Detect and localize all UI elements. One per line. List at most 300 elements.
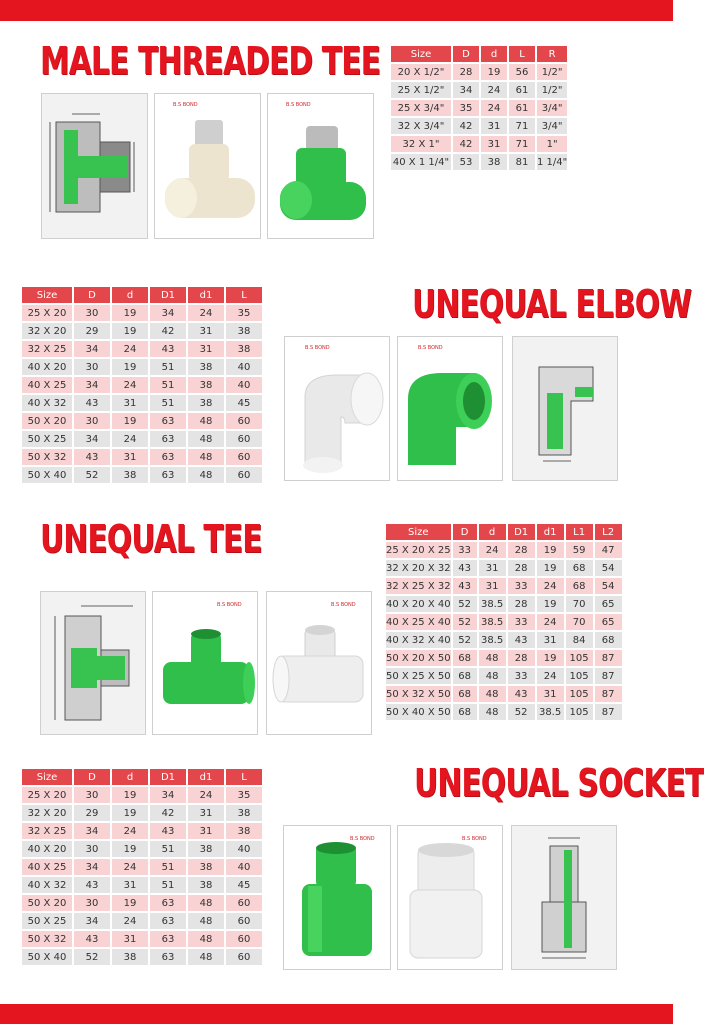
table-cell: 70 (566, 596, 593, 612)
table-cell: 33 (453, 542, 477, 558)
table-cell: 32 X 1" (391, 136, 451, 152)
header-cell: L (509, 46, 535, 62)
table-cell: 25 X 20 (22, 787, 72, 803)
table-row (386, 578, 622, 594)
table-cell: 65 (595, 614, 622, 630)
table-cell: 63 (150, 449, 186, 465)
unequal-tee-diagram (40, 591, 146, 735)
table-cell: 63 (150, 931, 186, 947)
table-cell: 31 (188, 341, 224, 357)
table-cell: 30 (74, 305, 110, 321)
table-cell: 38 (226, 823, 262, 839)
table-cell: 33 (508, 578, 535, 594)
table-cell: 40 (226, 841, 262, 857)
brand-logo: B.S BOND (286, 102, 311, 108)
header-cell: d1 (188, 769, 224, 785)
table-cell: 34 (453, 82, 479, 98)
table-cell: 68 (453, 704, 477, 720)
table-cell: 24 (112, 859, 148, 875)
table-row (391, 118, 567, 134)
table-cell: 43 (150, 823, 186, 839)
table-cell: 34 (74, 431, 110, 447)
table-cell: 28 (508, 650, 535, 666)
table-row (386, 650, 622, 666)
table-cell: 24 (112, 341, 148, 357)
table-cell: 84 (566, 632, 593, 648)
table-row (22, 805, 262, 821)
table-row (386, 704, 622, 720)
table-cell: 40 (226, 359, 262, 375)
table-cell: 31 (479, 578, 506, 594)
table-cell: 43 (508, 686, 535, 702)
table-row (22, 341, 262, 357)
table-cell: 51 (150, 377, 186, 393)
table-row (22, 377, 262, 393)
table-cell: 32 X 25 (22, 823, 72, 839)
table-cell: 38 (112, 949, 148, 965)
table-cell: 38.5 (479, 632, 506, 648)
table-cell: 60 (226, 895, 262, 911)
table-cell: 31 (481, 118, 507, 134)
table-cell: 31 (188, 823, 224, 839)
header-cell: d (112, 287, 148, 303)
table-row (22, 413, 262, 429)
table-cell: 48 (188, 467, 224, 483)
table-cell: 31 (112, 931, 148, 947)
table-cell: 32 X 20 (22, 323, 72, 339)
unequal-tee-white-photo (266, 591, 372, 735)
table-cell: 50 X 20 X 50 (386, 650, 451, 666)
table-cell: 61 (509, 100, 535, 116)
table-cell: 34 (74, 341, 110, 357)
header-cell: R (537, 46, 567, 62)
table-row (22, 395, 262, 411)
header-cell: D (453, 524, 477, 540)
table-cell: 51 (150, 841, 186, 857)
table-cell: 81 (509, 154, 535, 170)
table-cell: 19 (537, 542, 564, 558)
table-cell: 52 (74, 467, 110, 483)
table-cell: 60 (226, 949, 262, 965)
table-cell: 48 (188, 431, 224, 447)
header-cell: L (226, 287, 262, 303)
table-cell: 105 (566, 686, 593, 702)
table-cell: 33 (508, 614, 535, 630)
table-cell: 38 (112, 467, 148, 483)
male-threaded-tee-cream-photo (154, 93, 261, 239)
table-cell: 87 (595, 704, 622, 720)
table-header-row (391, 46, 567, 62)
table-row (22, 823, 262, 839)
table-cell: 105 (566, 668, 593, 684)
table-row (22, 431, 262, 447)
table-cell: 48 (188, 413, 224, 429)
table-cell: 1/2" (537, 82, 567, 98)
table-cell: 68 (595, 632, 622, 648)
table-cell: 34 (150, 787, 186, 803)
table-cell: 3/4" (537, 118, 567, 134)
table-cell: 50 X 40 (22, 949, 72, 965)
header-cell: L (226, 769, 262, 785)
table-cell: 43 (74, 931, 110, 947)
table-cell: 51 (150, 359, 186, 375)
table-row (22, 787, 262, 803)
unequal-elbow-table (20, 285, 264, 485)
unequal-elbow-diagram (512, 336, 618, 481)
table-cell: 52 (453, 596, 477, 612)
table-row (386, 596, 622, 612)
table-row (386, 668, 622, 684)
table-cell: 52 (453, 632, 477, 648)
table-cell: 63 (150, 895, 186, 911)
table-cell: 51 (150, 395, 186, 411)
table-cell: 25 X 1/2" (391, 82, 451, 98)
table-cell: 60 (226, 431, 262, 447)
table-cell: 45 (226, 877, 262, 893)
table-cell: 24 (112, 431, 148, 447)
table-row (391, 136, 567, 152)
table-header-row (22, 287, 262, 303)
table-cell: 38 (188, 395, 224, 411)
table-cell: 48 (479, 704, 506, 720)
table-cell: 19 (112, 787, 148, 803)
table-cell: 28 (508, 560, 535, 576)
white-elbow-image (285, 337, 389, 480)
table-cell: 38 (188, 359, 224, 375)
header-cell: D1 (150, 287, 186, 303)
table-row (386, 542, 622, 558)
table-cell: 31 (479, 560, 506, 576)
table-cell: 43 (508, 632, 535, 648)
table-cell: 40 X 25 X 40 (386, 614, 451, 630)
table-cell: 48 (188, 913, 224, 929)
table-cell: 28 (508, 542, 535, 558)
table-cell: 50 X 25 (22, 913, 72, 929)
table-row (22, 305, 262, 321)
table-row (22, 877, 262, 893)
brand-logo: B.S BOND (173, 102, 198, 108)
table-cell: 40 X 25 (22, 859, 72, 875)
unequal-socket-table (20, 767, 264, 967)
table-cell: 34 (74, 859, 110, 875)
table-cell: 24 (188, 305, 224, 321)
table-cell: 35 (226, 787, 262, 803)
table-cell: 40 X 1 1/4" (391, 154, 451, 170)
table-cell: 28 (453, 64, 479, 80)
table-cell: 52 (453, 614, 477, 630)
table-row (386, 614, 622, 630)
table-cell: 60 (226, 931, 262, 947)
table-cell: 35 (453, 100, 479, 116)
table-cell: 31 (112, 395, 148, 411)
table-header-row (386, 524, 622, 540)
table-cell: 43 (74, 877, 110, 893)
table-cell: 65 (595, 596, 622, 612)
table-cell: 30 (74, 787, 110, 803)
table-cell: 48 (479, 686, 506, 702)
table-cell: 61 (509, 82, 535, 98)
brand-logo: B.S BOND (217, 602, 242, 608)
table-cell: 31 (537, 686, 564, 702)
table-cell: 68 (453, 668, 477, 684)
table-cell: 19 (537, 650, 564, 666)
table-cell: 19 (112, 413, 148, 429)
table-cell: 31 (537, 632, 564, 648)
table-row (22, 359, 262, 375)
table-row (22, 895, 262, 911)
unequal-elbow-title: UNEQUAL ELBOW (412, 282, 692, 326)
table-cell: 31 (481, 136, 507, 152)
table-cell: 1 1/4" (537, 154, 567, 170)
table-cell: 40 X 20 (22, 359, 72, 375)
table-cell: 32 X 25 (22, 341, 72, 357)
table-cell: 50 X 32 X 50 (386, 686, 451, 702)
table-cell: 25 X 20 (22, 305, 72, 321)
table-cell: 38 (188, 877, 224, 893)
table-cell: 45 (226, 395, 262, 411)
table-cell: 38 (481, 154, 507, 170)
table-cell: 40 X 20 X 40 (386, 596, 451, 612)
table-cell: 38 (188, 859, 224, 875)
table-cell: 24 (112, 823, 148, 839)
table-cell: 38.5 (479, 614, 506, 630)
table-cell: 1/2" (537, 64, 567, 80)
unequal-socket-white-photo (397, 825, 503, 970)
table-cell: 38 (188, 377, 224, 393)
table-cell: 40 X 32 X 40 (386, 632, 451, 648)
table-cell: 24 (537, 578, 564, 594)
table-cell: 40 (226, 859, 262, 875)
table-cell: 34 (74, 913, 110, 929)
table-cell: 34 (74, 823, 110, 839)
table-cell: 25 X 3/4" (391, 100, 451, 116)
table-cell: 59 (566, 542, 593, 558)
table-cell: 32 X 20 X 32 (386, 560, 451, 576)
elbow-drawing (513, 337, 617, 480)
table-cell: 3/4" (537, 100, 567, 116)
table-cell: 38.5 (537, 704, 564, 720)
header-cell: Size (22, 287, 72, 303)
table-cell: 87 (595, 686, 622, 702)
brand-logo: B.S BOND (418, 345, 443, 351)
table-cell: 19 (537, 596, 564, 612)
socket-drawing (512, 826, 616, 969)
table-row (391, 82, 567, 98)
table-row (22, 931, 262, 947)
unequal-tee-title: UNEQUAL TEE (40, 517, 262, 561)
table-cell: 1" (537, 136, 567, 152)
table-cell: 50 X 25 X 50 (386, 668, 451, 684)
table-cell: 30 (74, 413, 110, 429)
table-cell: 87 (595, 650, 622, 666)
brand-logo: B.S BOND (305, 345, 330, 351)
table-cell: 68 (566, 560, 593, 576)
table-cell: 52 (508, 704, 535, 720)
green-elbow-image (398, 337, 502, 480)
header-cell: D1 (150, 769, 186, 785)
table-cell: 40 X 32 (22, 877, 72, 893)
table-cell: 30 (74, 895, 110, 911)
table-cell: 63 (150, 949, 186, 965)
male-threaded-tee-title: MALE THREADED TEE (40, 39, 381, 83)
header-cell: d1 (188, 287, 224, 303)
table-cell: 50 X 32 (22, 931, 72, 947)
white-tee-image (267, 592, 371, 734)
table-cell: 40 X 25 (22, 377, 72, 393)
table-cell: 48 (479, 650, 506, 666)
table-cell: 50 X 20 (22, 413, 72, 429)
table-cell: 24 (188, 787, 224, 803)
table-cell: 24 (112, 913, 148, 929)
table-cell: 48 (188, 895, 224, 911)
table-cell: 51 (150, 859, 186, 875)
table-cell: 38 (226, 341, 262, 357)
table-cell: 68 (566, 578, 593, 594)
header-cell: L2 (595, 524, 622, 540)
table-cell: 19 (112, 805, 148, 821)
table-cell: 53 (453, 154, 479, 170)
table-cell: 50 X 40 (22, 467, 72, 483)
table-cell: 42 (453, 118, 479, 134)
table-row (22, 323, 262, 339)
table-cell: 19 (537, 560, 564, 576)
table-cell: 56 (509, 64, 535, 80)
bottom-red-bar (0, 1004, 673, 1024)
header-cell: Size (386, 524, 451, 540)
header-cell: Size (391, 46, 451, 62)
table-cell: 43 (453, 560, 477, 576)
green-socket-image (284, 826, 390, 969)
table-row (22, 859, 262, 875)
table-cell: 50 X 20 (22, 895, 72, 911)
table-row (386, 560, 622, 576)
table-row (391, 154, 567, 170)
unequal-elbow-white-photo (284, 336, 390, 481)
table-cell: 63 (150, 413, 186, 429)
table-cell: 54 (595, 578, 622, 594)
table-cell: 105 (566, 704, 593, 720)
table-row (391, 64, 567, 80)
table-cell: 38 (188, 841, 224, 857)
table-cell: 19 (112, 305, 148, 321)
header-cell: Size (22, 769, 72, 785)
table-row (386, 686, 622, 702)
table-cell: 50 X 25 (22, 431, 72, 447)
table-cell: 71 (509, 136, 535, 152)
table-cell: 29 (74, 323, 110, 339)
table-cell: 24 (537, 668, 564, 684)
table-cell: 33 (508, 668, 535, 684)
table-cell: 105 (566, 650, 593, 666)
table-cell: 32 X 3/4" (391, 118, 451, 134)
table-cell: 25 X 20 X 25 (386, 542, 451, 558)
table-cell: 40 (226, 377, 262, 393)
header-cell: d (479, 524, 506, 540)
table-cell: 19 (112, 323, 148, 339)
table-cell: 31 (112, 877, 148, 893)
header-cell: D (74, 287, 110, 303)
table-cell: 24 (479, 542, 506, 558)
table-cell: 43 (453, 578, 477, 594)
table-cell: 48 (188, 949, 224, 965)
table-cell: 40 X 20 (22, 841, 72, 857)
green-tee-image (153, 592, 257, 734)
table-cell: 24 (112, 377, 148, 393)
table-cell: 35 (226, 305, 262, 321)
brand-logo: B.S BOND (462, 836, 487, 842)
top-red-bar (0, 0, 673, 21)
table-cell: 43 (150, 341, 186, 357)
table-cell: 60 (226, 467, 262, 483)
table-cell: 40 X 32 (22, 395, 72, 411)
table-cell: 63 (150, 913, 186, 929)
table-cell: 43 (74, 395, 110, 411)
table-row (22, 913, 262, 929)
male-threaded-tee-table (389, 44, 569, 172)
brand-logo: B.S BOND (350, 836, 375, 842)
table-cell: 54 (595, 560, 622, 576)
table-cell: 19 (112, 359, 148, 375)
table-cell: 34 (74, 377, 110, 393)
table-cell: 68 (453, 650, 477, 666)
table-cell: 51 (150, 877, 186, 893)
table-row (22, 949, 262, 965)
table-cell: 30 (74, 841, 110, 857)
green-tee-image (268, 94, 373, 238)
male-threaded-tee-green-photo (267, 93, 374, 239)
table-cell: 42 (150, 805, 186, 821)
unequal-tee-table (384, 522, 624, 722)
table-cell: 52 (74, 949, 110, 965)
table-cell: 50 X 32 (22, 449, 72, 465)
table-cell: 24 (537, 614, 564, 630)
table-cell: 48 (188, 449, 224, 465)
table-cell: 87 (595, 668, 622, 684)
table-row (386, 632, 622, 648)
header-cell: L1 (566, 524, 593, 540)
table-cell: 31 (188, 805, 224, 821)
table-cell: 63 (150, 431, 186, 447)
table-row (22, 841, 262, 857)
unequal-socket-title: UNEQUAL SOCKET (414, 761, 704, 805)
table-cell: 29 (74, 805, 110, 821)
table-cell: 38 (226, 805, 262, 821)
cream-tee-image (155, 94, 260, 238)
table-row (22, 449, 262, 465)
unequal-socket-diagram (511, 825, 617, 970)
table-cell: 19 (112, 841, 148, 857)
table-cell: 34 (150, 305, 186, 321)
table-cell: 63 (150, 467, 186, 483)
table-cell: 50 X 40 X 50 (386, 704, 451, 720)
table-cell: 31 (112, 449, 148, 465)
header-cell: D (74, 769, 110, 785)
table-cell: 43 (74, 449, 110, 465)
table-cell: 20 X 1/2" (391, 64, 451, 80)
table-cell: 19 (481, 64, 507, 80)
table-cell: 60 (226, 413, 262, 429)
table-row (22, 467, 262, 483)
header-cell: D (453, 46, 479, 62)
table-cell: 42 (150, 323, 186, 339)
white-socket-image (398, 826, 502, 969)
table-cell: 42 (453, 136, 479, 152)
header-cell: d1 (537, 524, 564, 540)
table-cell: 30 (74, 359, 110, 375)
table-header-row (22, 769, 262, 785)
table-cell: 68 (453, 686, 477, 702)
header-cell: D1 (508, 524, 535, 540)
